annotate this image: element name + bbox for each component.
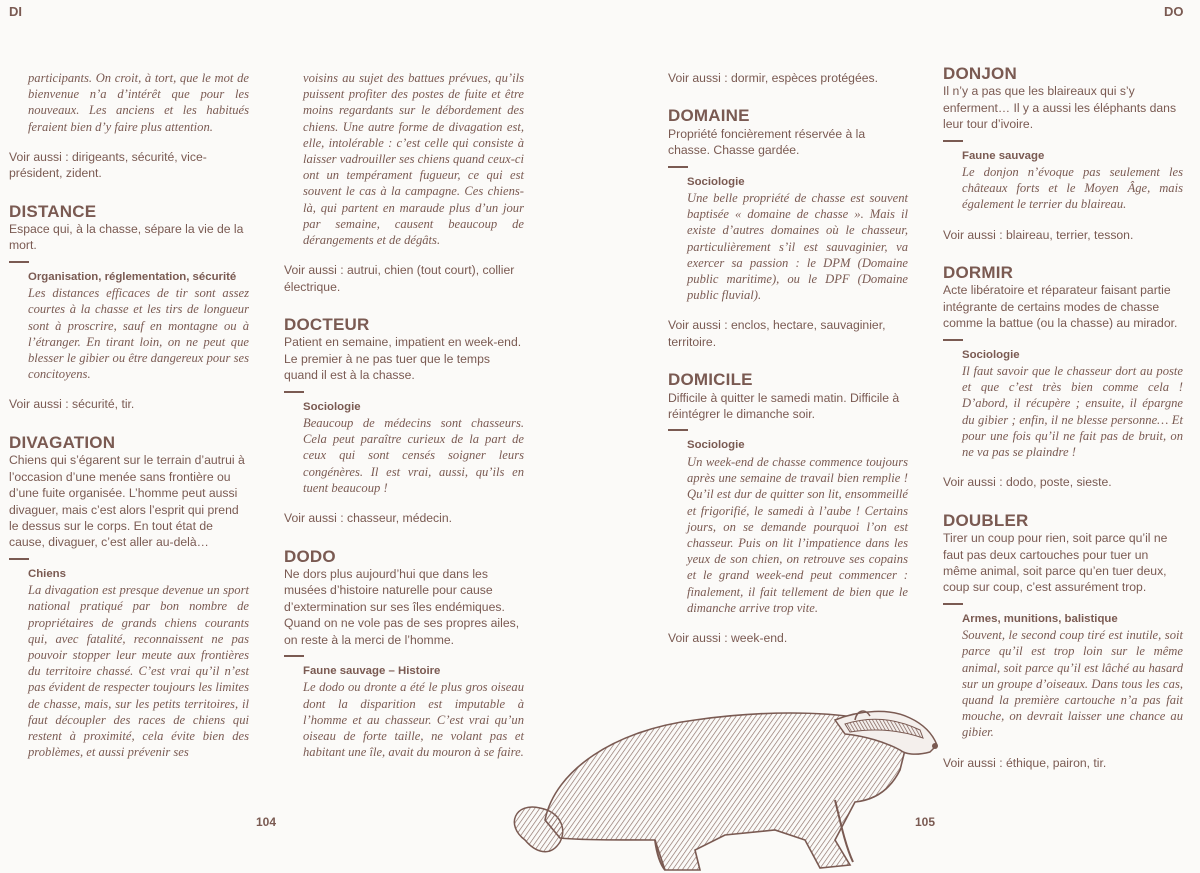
entry-category: Sociologie bbox=[687, 175, 745, 188]
see-also: Voir aussi : autrui, chien (tout court), collier électrique. bbox=[284, 263, 515, 294]
entry-title-domicile: DOMICILE bbox=[668, 370, 753, 390]
divider bbox=[943, 140, 963, 142]
entry-definition: Propriété foncièrement réservée à la chasse. Chasse gardée. bbox=[668, 126, 866, 158]
entry-category: Sociologie bbox=[962, 348, 1020, 361]
see-also: Voir aussi : enclos, hectare, sauvaginier, territoire. bbox=[668, 318, 886, 349]
see-also: Voir aussi : blaireau, terrier, tesson. bbox=[943, 227, 1134, 242]
entry-commentary: La divagation est presque devenue un sport national pratiqué par bon nombre de propriétaires de grands chiens courants qui, avec fatalité, reconnaissent ne pas pouvoir stopper leur meute aux frontières du territoire chassé. C’est vrai qu’il n’est pas évident de respecter toujours les limites de chasse, mais, sur les petits territoires, il faut découpler des races de chiens qui restent à proximité, cela évite bien des problèmes, et aussi prévenir ses bbox=[28, 583, 249, 760]
divider bbox=[9, 558, 29, 560]
entry-commentary: Souvent, le second coup tiré est inutile, soit parce qu’il est trop loin sur le même animal, soit parce qu’il est lâché au hasard sur un groupe d’oiseaux. Dans tous les cas, quand la première cartouche n’a pas fait mouche, on devrait laisser une chance au gibier. bbox=[962, 628, 1183, 740]
entry-definition: Il n’y a pas que les blaireaux qui s’y enferment… Il y a aussi les éléphants dans leur tour d’ivoire. bbox=[943, 84, 1177, 132]
entry-category: Organisation, réglementation, sécurité bbox=[28, 270, 237, 283]
entry-definition: Tirer un coup pour rien, soit parce qu’il ne faut pas deux cartouches pour tuer un même animal, soit parce qu’en tuer deux, coup sur coup, c’est assurément trop. bbox=[943, 531, 1168, 595]
column-4 bbox=[943, 66, 1183, 793]
divider bbox=[9, 261, 29, 263]
page-number-right: 105 bbox=[915, 815, 936, 829]
entry-category: Faune sauvage bbox=[962, 149, 1045, 162]
entry-definition: Espace qui, à la chasse, sépare la vie de la mort. bbox=[9, 222, 244, 253]
entry-definition: Ne dors plus aujourd’hui que dans les musées d’histoire naturelle pour cause d’extermination sur ses îles endémiques. Quand on ne vole pas de ses propres ailes, on reste à la merci de l’homme. bbox=[284, 566, 520, 647]
entry-category: Sociologie bbox=[303, 400, 361, 413]
entry-title-doubler: DOUBLER bbox=[943, 510, 1029, 530]
column-3 bbox=[668, 70, 908, 668]
entry-category: Armes, munitions, balistique bbox=[962, 612, 1118, 625]
entry-category: Chiens bbox=[28, 567, 66, 580]
entry-commentary: Beaucoup de médecins sont chasseurs. Cela peut paraître curieux de la part de ceux qui sont censés soigner leurs congénères. Il est vrai, aussi, qu’ils en tuent beaucoup ! bbox=[303, 416, 524, 495]
see-also: Voir aussi : chasseur, médecin. bbox=[284, 511, 452, 526]
entry-continuation-text: participants. On croit, à tort, que le mot de bienvenue n’a d’intérêt que pour les nouveaux. Les anciens et les habitués feraient bien d’y faire plus attention. bbox=[28, 71, 249, 134]
column-1 bbox=[9, 70, 249, 760]
entry-category: Sociologie bbox=[687, 439, 745, 452]
entry-title-docteur: DOCTEUR bbox=[284, 315, 370, 335]
entry-commentary: Un week-end de chasse commence toujours après une semaine de travail bien remplie ! Qu’il est dur de quitter son lit, ensommeillé et frigorifié, le samedi à l’aube ! Certains jours, on se demande pourquoi l’on est chasseur. Puis on lit l’impatience dans les yeux de son chien, on retrouve ses copains et le grand week-end peut commencer : finalement, il fait tellement de bien que le dimanche arrive trop vite. bbox=[687, 454, 908, 615]
see-also: Voir aussi : dormir, espèces protégées. bbox=[668, 71, 879, 85]
entry-title-distance: DISTANCE bbox=[9, 201, 97, 221]
entry-title-dormir: DORMIR bbox=[943, 263, 1014, 283]
entry-title-donjon: DONJON bbox=[943, 64, 1017, 83]
column-2 bbox=[284, 70, 524, 760]
entry-commentary: Le dodo ou dronte a été le plus gros oiseau dont la disparition est imputable à l’homme et au chasseur. C’est vrai qu’un oiseau de forte taille, ne volant pas et habitant une île, avait du mouron à se faire. bbox=[303, 680, 524, 760]
entry-title-divagation: DIVAGATION bbox=[9, 432, 116, 452]
section-tab-left: DI bbox=[9, 4, 22, 19]
entry-title-dodo: DODO bbox=[284, 546, 336, 566]
divider bbox=[943, 603, 963, 605]
see-also: Voir aussi : dirigeants, sécurité, vice-président, zident. bbox=[9, 149, 207, 181]
see-also: Voir aussi : éthique, pairon, tir. bbox=[943, 755, 1107, 770]
entry-definition: Patient en semaine, impatient en week-end. Le premier à ne pas tuer que le temps quand il est à la chasse. bbox=[284, 335, 522, 383]
entry-commentary: Les distances efficaces de tir sont assez courtes à la chasse et les tirs de longueur sont à proscrire, sauf en montagne ou à l’étranger. En tirant loin, on ne peut que blesser le gibier ou être dangereux pour ses concitoyens. bbox=[28, 286, 249, 382]
badger-icon bbox=[505, 690, 940, 873]
divider bbox=[284, 391, 304, 393]
entry-commentary: Il faut savoir que le chasseur dort au poste et que c’est très bien comme cela ! D’abord, il récupère ; ensuite, il épargne du gibier ; enfin, il ne blesse personne… Et pour une fois qu’il ne fait pas de bruit, on ne va pas se plaindre ! bbox=[962, 364, 1183, 460]
see-also: Voir aussi : dodo, poste, sieste. bbox=[943, 475, 1112, 490]
entry-definition: Acte libératoire et réparateur faisant partie intégrante de certains modes de chasse comme la battue (ou la chasse) au mirador. bbox=[943, 283, 1178, 331]
divider bbox=[668, 166, 688, 168]
entry-commentary: Le donjon n’évoque pas seulement les châteaux forts et le Moyen Âge, mais également le terrier du blaireau. bbox=[962, 165, 1183, 212]
entry-continuation-text: voisins au sujet des battues prévues, qu’ils puissent profiter des postes de fuite et être moins regardants sur le débordement des chiens. Une autre forme de divagation est, elle, intolérable : c’est celle qui consiste à laisser vadrouiller ses chiens quand ceux-ci ont un tempérament fugueur, ce qui est souvent le cas à la campagne. Ces chiens-là, qui partent en maraude plus d’un jour par semaine, causent beaucoup de dérangements et de dégâts. bbox=[303, 71, 524, 248]
see-also: Voir aussi : week-end. bbox=[668, 630, 788, 645]
divider bbox=[284, 655, 304, 657]
section-tab-right: DO bbox=[1164, 4, 1184, 19]
entry-commentary: Une belle propriété de chasse est souvent baptisée « domaine de chasse ». Mais il existe d’autres domaines où le chasseur, particulièrement s’il est sauvaginier, va exercer sa passion : le DPM (Domaine public maritime), ou le DPF (Domaine public fluvial). bbox=[687, 191, 908, 303]
see-also: Voir aussi : sécurité, tir. bbox=[9, 397, 135, 412]
divider bbox=[668, 429, 688, 431]
page-number-left: 104 bbox=[256, 815, 277, 829]
entry-definition: Chiens qui s’égarent sur le terrain d’autrui à l’occasion d’une menée sans frontière ou d’une fuite organisée. L’homme peut aussi divaguer, mais c’est alors l’esprit qui prend le dessus sur le corps. En tout état de cause, divaguer, c’est aller au-delà… bbox=[9, 453, 245, 550]
entry-definition: Difficile à quitter le samedi matin. Difficile à réintégrer le dimanche soir. bbox=[668, 390, 900, 422]
entry-category: Faune sauvage – Histoire bbox=[303, 664, 441, 677]
entry-title-domaine: DOMAINE bbox=[668, 106, 750, 126]
divider bbox=[943, 339, 963, 341]
